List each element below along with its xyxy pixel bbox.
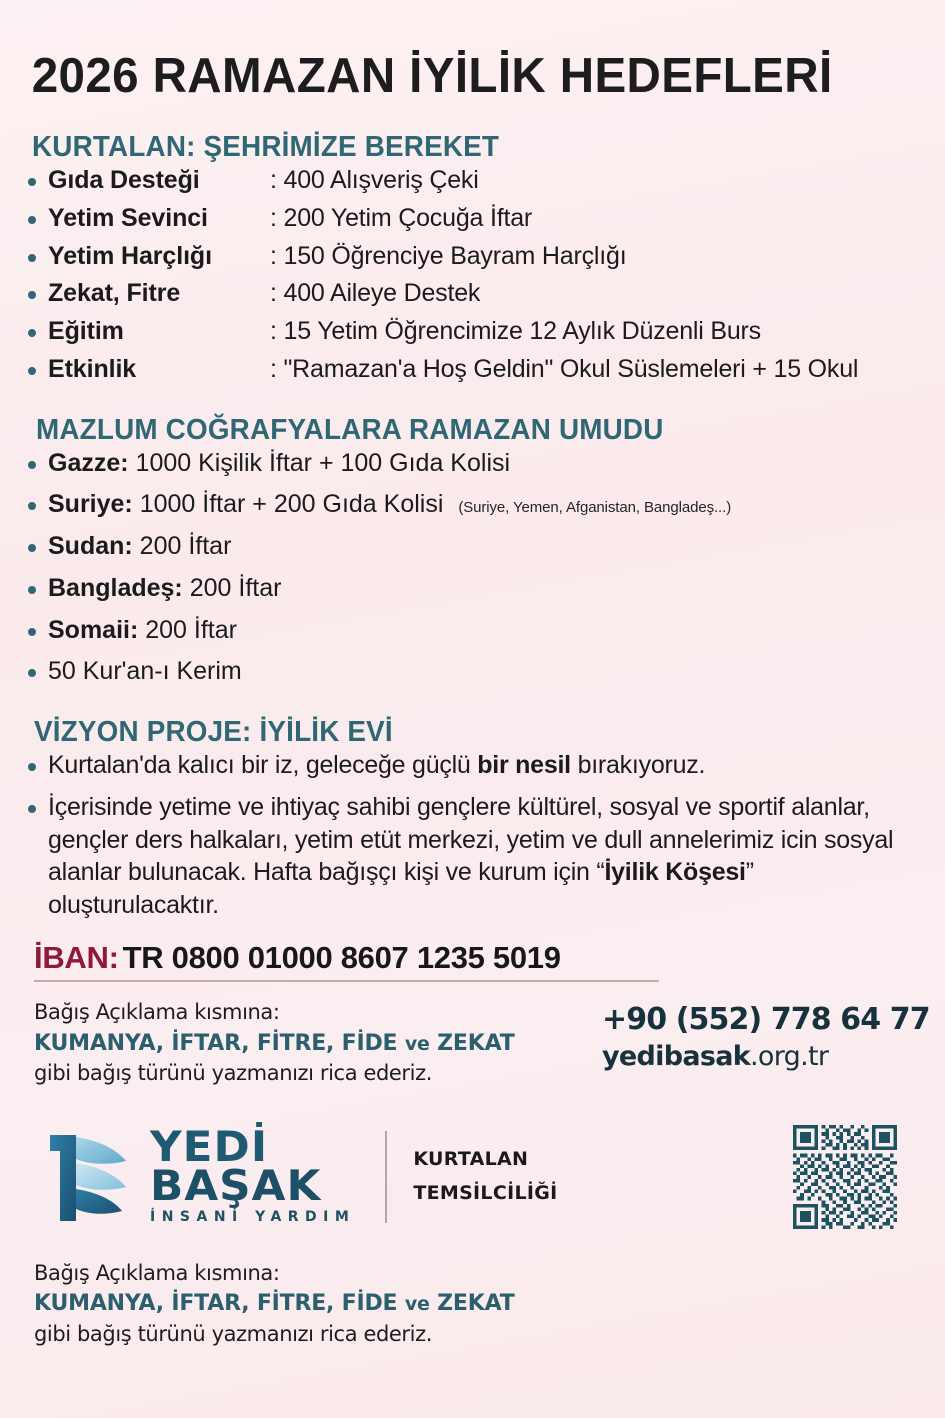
goal-label: Zekat, Fitre xyxy=(48,279,181,308)
website-main: yedibasak xyxy=(602,1040,750,1072)
list-item xyxy=(22,655,923,688)
goal-value: : "Ramazan'a Hoş Geldin" Okul Süslemeleri + 15 Okul xyxy=(270,354,859,383)
donation-note-line1-repeat: Bağış Açıklama kısmına: xyxy=(34,1260,280,1285)
list-item xyxy=(22,791,923,922)
page-title: 2026 RAMAZAN İYİLİK HEDEFLERİ xyxy=(31,49,833,103)
iban-block xyxy=(34,940,659,982)
list-item xyxy=(22,277,923,310)
list-item xyxy=(22,614,923,647)
country-value: 200 İftar xyxy=(139,532,232,560)
vision-paragraph-pre: İçerisinde yetime ve ihtiyaç sahibi gençlere kültürel, sosyal ve sportif alanlar, gençler ders halkaları, yetim etüt merkezi, yetim ve dull annelerimiz icin sosyal alanlar bulunacak. Hafta bağışçı kişi ve kurum için “ xyxy=(48,792,894,887)
country-label: Gazze: xyxy=(48,448,129,477)
donation-types-part1-repeat: KUMANYA, İFTAR, FİTRE, FİDE xyxy=(34,1291,398,1317)
country-label: Bangladeş: xyxy=(48,573,183,602)
donation-instructions xyxy=(34,998,594,1089)
goal-label: Yetim Sevinci xyxy=(48,203,208,232)
country-value: 200 İftar xyxy=(189,573,282,602)
yedi-basak-logo-icon xyxy=(40,1125,144,1229)
donation-types-part2: ZEKAT xyxy=(437,1030,515,1056)
donation-types xyxy=(34,1028,594,1059)
donation-note-line3: gibi bağış türünü yazmanızı rica ederiz. xyxy=(34,1060,432,1085)
donation-note-line3-repeat: gibi bağış türünü yazmanızı rica ederiz. xyxy=(34,1321,432,1346)
world-goals-list xyxy=(22,447,923,689)
list-item xyxy=(22,488,923,521)
logo-strip xyxy=(40,1117,923,1237)
local-goals-list xyxy=(22,164,923,386)
list-item xyxy=(22,749,923,782)
list-item xyxy=(22,447,923,480)
country-note: (Suriye, Yemen, Afganistan, Bangladeş...) xyxy=(458,499,732,517)
goal-label: Yetim Harçlığı xyxy=(48,241,212,270)
list-item xyxy=(22,164,923,197)
qr-code-icon[interactable] xyxy=(793,1125,897,1229)
logo-word-basak: BAŞAK xyxy=(150,1160,322,1210)
branch-name xyxy=(413,1143,557,1210)
list-item xyxy=(22,240,923,273)
vision-list xyxy=(22,749,923,922)
vision-paragraph-post: ” oluşturulacaktır. xyxy=(48,858,754,919)
goal-label: Gıda Desteği xyxy=(48,166,200,194)
vision-text-bold: bir nesil xyxy=(477,751,571,779)
donation-types-part1: KUMANYA, İFTAR, FİTRE, FİDE xyxy=(34,1030,398,1056)
vision-paragraph-bold: İyilik Köşesi xyxy=(604,858,746,887)
vertical-divider xyxy=(385,1131,387,1223)
logo-word-yedi: YEDİ xyxy=(150,1121,269,1171)
country-label: Sudan: xyxy=(48,532,133,560)
goal-value: : 200 Yetim Çocuğa İftar xyxy=(270,203,533,232)
donation-note-line1: Bağış Açıklama kısmına: xyxy=(34,999,280,1024)
website-tld: .org.tr xyxy=(750,1040,829,1072)
goal-value: : 15 Yetim Öğrencimize 12 Aylık Düzenli Burs xyxy=(270,317,761,345)
website-url[interactable] xyxy=(602,1041,930,1072)
iban-line xyxy=(34,940,659,976)
phone-number[interactable]: +90 (552) 778 64 77 xyxy=(602,1001,930,1037)
list-item xyxy=(22,315,923,348)
iban-value[interactable]: TR 0800 01000 8607 1235 5019 xyxy=(122,939,561,975)
donation-types-repeat xyxy=(34,1288,594,1319)
goal-value: : 400 Alışveriş Çeki xyxy=(270,166,479,194)
list-item xyxy=(22,530,923,563)
list-item xyxy=(22,572,923,605)
country-label: Suriye: xyxy=(48,490,133,519)
branch-line-2: TEMSİLCİLİĞİ xyxy=(413,1181,558,1204)
vision-text-post: bırakıyoruz. xyxy=(570,751,706,779)
goal-value: : 150 Öğrenciye Bayram Harçlığı xyxy=(270,241,627,270)
country-value: 200 İftar xyxy=(145,615,237,644)
section-heading-local: KURTALAN: ŞEHRİMİZE BEREKET xyxy=(32,131,500,163)
goal-label: Eğitim xyxy=(48,317,124,345)
section-heading-world: MAZLUM COĞRAFYALARA RAMAZAN UMUDU xyxy=(36,413,664,446)
iban-label: İBAN: xyxy=(34,939,119,975)
country-value: 50 Kur'an-ı Kerim xyxy=(48,657,242,686)
contact-row xyxy=(34,998,930,1089)
donation-instructions-repeat xyxy=(34,1259,594,1350)
contact-block xyxy=(594,998,930,1072)
branch-line-1: KURTALAN xyxy=(413,1148,529,1171)
logo-wordmark xyxy=(150,1121,356,1226)
country-value: 1000 İftar + 200 Gıda Kolisi xyxy=(139,490,444,519)
country-value: 1000 Kişilik İftar + 100 Gıda Kolisi xyxy=(135,448,511,477)
vision-text-pre: Kurtalan'da kalıcı bir iz, geleceğe güçlü xyxy=(48,751,478,779)
logo-subtitle: İNSANİ YARDIM xyxy=(150,1209,356,1226)
list-item xyxy=(22,353,923,386)
goal-value: : 400 Aileye Destek xyxy=(270,279,481,308)
list-item xyxy=(22,202,923,235)
donation-types-conjunction-repeat: ve xyxy=(404,1293,430,1316)
country-label: Somaii: xyxy=(48,615,139,644)
goal-label: Etkinlik xyxy=(48,354,137,383)
donation-types-part2-repeat: ZEKAT xyxy=(437,1291,515,1317)
section-heading-vision: VİZYON PROJE: İYİLİK EVİ xyxy=(34,716,393,748)
donation-types-conjunction: ve xyxy=(404,1032,430,1055)
